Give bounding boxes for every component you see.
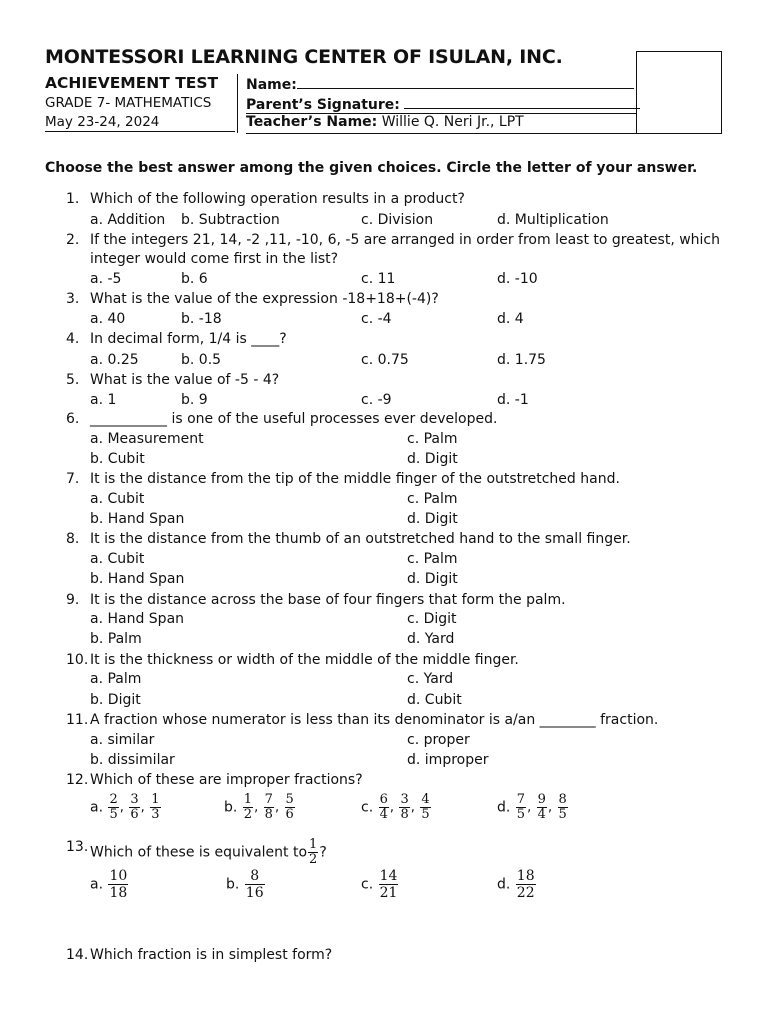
question-text: What is the value of -5 - 4? bbox=[90, 372, 280, 388]
fraction: $\frac{3}{6}$ bbox=[130, 792, 139, 822]
option-b[interactable]: b. Digit bbox=[90, 692, 141, 708]
fraction: $\frac{1}{2}$ bbox=[243, 792, 253, 822]
question-text: A fraction whose numerator is less than its denominator is a/an ________ fraction. bbox=[90, 712, 659, 728]
question-text: Which of these is equivalent to $\frac{1}{2}$ ? bbox=[90, 837, 327, 867]
option-a[interactable]: a. Palm bbox=[90, 671, 142, 687]
fraction: $\frac{8}{5}$ bbox=[558, 792, 567, 822]
parent-label: Parent’s Signature: bbox=[246, 96, 400, 113]
option-a[interactable]: a. Hand Span bbox=[90, 611, 185, 627]
option-a[interactable]: a. Cubit bbox=[90, 551, 145, 567]
header-divider bbox=[237, 74, 238, 133]
teacher-row-bottomline bbox=[246, 133, 636, 134]
option-b[interactable]: b. Cubit bbox=[90, 451, 145, 467]
question-number: 12. bbox=[66, 772, 89, 788]
question-number: 8. bbox=[66, 531, 80, 547]
option-b[interactable]: b. -18 bbox=[181, 311, 222, 327]
fraction: $\frac{10}{18}$ bbox=[109, 868, 128, 901]
option-d[interactable]: d. -1 bbox=[497, 392, 529, 408]
option-d[interactable]: d. Cubit bbox=[407, 692, 462, 708]
option-b[interactable]: b. Palm bbox=[90, 631, 142, 647]
test-date: May 23-24, 2024 bbox=[45, 114, 160, 130]
fraction: $\frac{3}{8}$ bbox=[400, 792, 409, 822]
option-d[interactable]: d. 4 bbox=[497, 311, 524, 327]
option-letter: d. bbox=[497, 876, 511, 893]
question-text: In decimal form, 1/4 is ____? bbox=[90, 331, 287, 347]
teacher-label: Teacher’s Name: bbox=[246, 114, 378, 130]
option-c[interactable]: c. Palm bbox=[407, 551, 458, 567]
option-letter: a. bbox=[90, 876, 104, 893]
option-letter: c. bbox=[361, 876, 374, 893]
school-name: MONTESSORI LEARNING CENTER OF ISULAN, INC. bbox=[45, 46, 563, 68]
option-c[interactable]: c. 11 bbox=[361, 271, 396, 287]
question-text: What is the value of the expression -18+18+(-4)? bbox=[90, 291, 439, 307]
option-a[interactable]: a. $\frac{2}{5}$ , $\frac{3}{6}$ , $\frac{1}{3}$ bbox=[90, 792, 160, 822]
option-a[interactable]: a. similar bbox=[90, 732, 155, 748]
name-row bbox=[246, 74, 640, 94]
question-text: It is the distance across the base of four fingers that form the palm. bbox=[90, 592, 566, 608]
question-number: 3. bbox=[66, 291, 80, 307]
option-d[interactable]: d. Digit bbox=[407, 571, 458, 587]
parent-signature-field[interactable] bbox=[404, 94, 640, 109]
parent-row bbox=[246, 94, 640, 114]
fraction: $\frac{5}{6}$ bbox=[285, 792, 294, 822]
student-info bbox=[246, 74, 640, 133]
option-d[interactable]: d. improper bbox=[407, 752, 489, 768]
question-number: 14. bbox=[66, 947, 89, 963]
option-b[interactable]: b. Hand Span bbox=[90, 511, 185, 527]
question-number: 10. bbox=[66, 652, 89, 668]
name-field[interactable] bbox=[297, 74, 634, 89]
option-c[interactable]: c. Palm bbox=[407, 431, 458, 447]
question-number: 9. bbox=[66, 592, 80, 608]
header-underline bbox=[45, 131, 235, 132]
option-a[interactable] bbox=[90, 868, 129, 901]
test-info bbox=[45, 72, 218, 132]
option-b[interactable]: b. dissimilar bbox=[90, 752, 175, 768]
option-b[interactable]: b. $\frac{1}{2}$ , $\frac{7}{8}$ , $\frac{5}{6}$ bbox=[224, 792, 294, 822]
option-b[interactable]: b. 0.5 bbox=[181, 352, 222, 368]
option-a[interactable]: a. -5 bbox=[90, 271, 122, 287]
question-number: 2. bbox=[66, 232, 80, 248]
option-letter: c. bbox=[361, 799, 374, 816]
question-number: 1. bbox=[66, 191, 80, 207]
fraction: $\frac{6}{4}$ bbox=[379, 792, 388, 822]
option-b[interactable] bbox=[226, 868, 266, 901]
fraction: $\frac{9}{4}$ bbox=[537, 792, 546, 822]
question-number: 11. bbox=[66, 712, 89, 728]
option-letter: a. bbox=[90, 799, 104, 816]
option-c[interactable]: c. Division bbox=[361, 212, 434, 228]
option-a[interactable]: a. Measurement bbox=[90, 431, 204, 447]
fraction: $\frac{8}{16}$ bbox=[245, 868, 264, 901]
teacher-row bbox=[246, 113, 640, 133]
option-letter: d. bbox=[497, 799, 511, 816]
fraction: $\frac{1}{2}$ bbox=[309, 837, 318, 867]
fraction: $\frac{2}{5}$ bbox=[109, 792, 118, 822]
fraction: $\frac{4}{5}$ bbox=[421, 792, 430, 822]
option-d[interactable]: d. Digit bbox=[407, 451, 458, 467]
option-b[interactable]: b. Hand Span bbox=[90, 571, 185, 587]
option-d[interactable]: d. Digit bbox=[407, 511, 458, 527]
question-number: 13. bbox=[66, 839, 89, 855]
option-a[interactable]: a. 40 bbox=[90, 311, 126, 327]
option-b[interactable]: b. Subtraction bbox=[181, 212, 280, 228]
option-a[interactable]: a. 0.25 bbox=[90, 352, 139, 368]
option-b[interactable]: b. 9 bbox=[181, 392, 208, 408]
fraction: $\frac{18}{22}$ bbox=[516, 868, 535, 901]
option-d[interactable]: d. Yard bbox=[407, 631, 455, 647]
question-text: If the integers 21, 14, -2 ,11, -10, 6, -5 are arranged in order from least to greatest, which bbox=[90, 232, 720, 248]
option-a[interactable]: a. 1 bbox=[90, 392, 117, 408]
option-d[interactable]: d. Multiplication bbox=[497, 212, 609, 228]
option-a[interactable]: a. Addition bbox=[90, 212, 166, 228]
option-c[interactable]: c. Palm bbox=[407, 491, 458, 507]
option-d[interactable] bbox=[497, 868, 537, 901]
option-d[interactable]: d. 1.75 bbox=[497, 352, 546, 368]
option-letter: b. bbox=[226, 876, 240, 893]
option-c[interactable] bbox=[361, 868, 399, 901]
question-text: It is the distance from the tip of the middle finger of the outstretched hand. bbox=[90, 471, 620, 487]
question-text: Which of these are improper fractions? bbox=[90, 772, 363, 788]
option-c[interactable]: c. -4 bbox=[361, 311, 392, 327]
option-c[interactable]: c. Digit bbox=[407, 611, 457, 627]
question-number: 7. bbox=[66, 471, 80, 487]
question-number: 4. bbox=[66, 331, 80, 347]
option-c[interactable]: c. -9 bbox=[361, 392, 392, 408]
option-b[interactable]: b. 6 bbox=[181, 271, 208, 287]
fraction: $\frac{7}{8}$ bbox=[264, 792, 273, 822]
option-d[interactable]: d. -10 bbox=[497, 271, 538, 287]
fraction: $\frac{7}{5}$ bbox=[516, 792, 526, 822]
option-a[interactable]: a. Cubit bbox=[90, 491, 145, 507]
score-box bbox=[636, 51, 722, 134]
question-text-cont: integer would come first in the list? bbox=[90, 251, 339, 267]
fraction: $\frac{1}{3}$ bbox=[151, 792, 160, 822]
option-letter: b. bbox=[224, 799, 238, 816]
question-text: Which of the following operation results in a product? bbox=[90, 191, 465, 207]
teacher-name: Willie Q. Neri Jr., LPT bbox=[381, 114, 524, 130]
name-label: Name: bbox=[246, 77, 297, 93]
fraction: $\frac{14}{21}$ bbox=[379, 868, 398, 901]
teacher-row-topline bbox=[246, 113, 636, 114]
option-c[interactable]: c. $\frac{6}{4}$ , $\frac{3}{8}$ , $\frac{4}{5}$ bbox=[361, 792, 430, 822]
instructions: Choose the best answer among the given choices. Circle the letter of your answer. bbox=[45, 160, 698, 176]
option-c[interactable]: c. Yard bbox=[407, 671, 454, 687]
test-title: ACHIEVEMENT TEST bbox=[45, 74, 219, 92]
grade-subject: GRADE 7- MATHEMATICS bbox=[45, 95, 212, 111]
option-c[interactable]: c. 0.75 bbox=[361, 352, 409, 368]
question-number: 6. bbox=[66, 411, 80, 427]
question-text: Which fraction is in simplest form? bbox=[90, 947, 333, 963]
option-d[interactable]: d. $\frac{7}{5}$ , $\frac{9}{4}$ , $\frac{8}{5}$ bbox=[497, 792, 567, 822]
option-c[interactable]: c. proper bbox=[407, 732, 470, 748]
question-text: It is the distance from the thumb of an outstretched hand to the small finger. bbox=[90, 531, 631, 547]
question-text: ___________ is one of the useful processes ever developed. bbox=[90, 411, 498, 427]
question-number: 5. bbox=[66, 372, 80, 388]
question-text: It is the thickness or width of the middle of the middle finger. bbox=[90, 652, 519, 668]
